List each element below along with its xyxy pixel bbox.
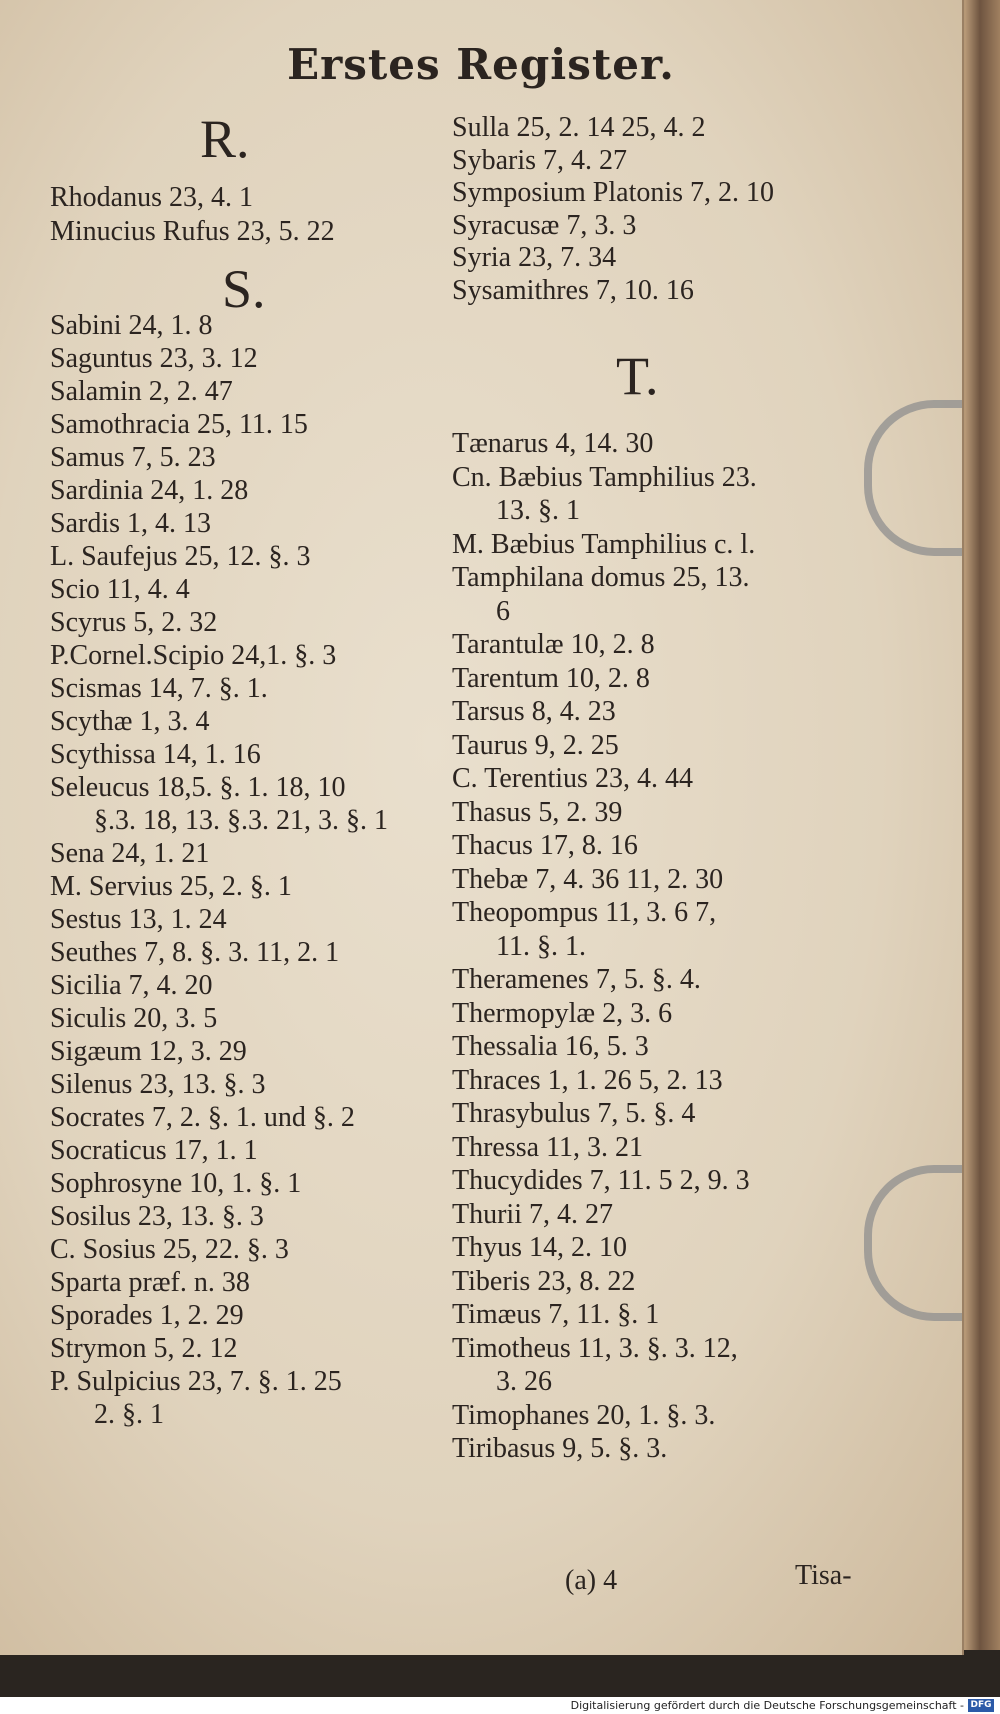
index-entry: Scythæ 1, 3. 4	[50, 706, 210, 737]
index-entry: Tænarus 4, 14. 30	[452, 428, 654, 459]
index-entry: Theramenes 7, 5. §. 4.	[452, 964, 701, 995]
section-letter-t: T.	[616, 346, 659, 406]
digitization-credit: Digitalisierung gefördert durch die Deutsche Forschungsgemeinschaft -	[570, 1699, 964, 1712]
index-entry: Thurii 7, 4. 27	[452, 1198, 613, 1230]
index-entry: Symposium Platonis 7, 2. 10	[452, 177, 775, 208]
index-entry: Thraces 1, 1. 26 5, 2. 13	[452, 1064, 723, 1096]
index-entry: Theopompus 11, 3. 6 7,	[452, 897, 717, 928]
page-header: Erstes Register.	[287, 40, 675, 89]
index-entry: Tiberis 23, 8. 22	[452, 1265, 636, 1297]
index-entry: Cn. Bæbius Tamphilius 23.	[452, 461, 757, 493]
index-entry: Thasus 5, 2. 39	[452, 796, 623, 828]
index-entry: Tarantulæ 10, 2. 8	[452, 629, 655, 660]
index-entry: P.Cornel.Scipio 24,1. §. 3	[50, 640, 337, 671]
page-clip	[864, 1165, 962, 1321]
index-entry: Thacus 17, 8. 16	[452, 830, 638, 861]
section-letter-s: S.	[222, 259, 266, 319]
index-entry: M. Bæbius Tamphilius c. l.	[452, 528, 756, 560]
index-entry: Thucydides 7, 11. 5 2, 9. 3	[452, 1165, 750, 1196]
index-entry: Sestus 13, 1. 24	[50, 904, 227, 935]
index-entry: Sybaris 7, 4. 27	[452, 144, 627, 176]
index-entry: Thermopylæ 2, 3. 6	[452, 997, 673, 1029]
index-entry: Salamin 2, 2. 47	[50, 376, 233, 407]
index-entry: Sosilus 23, 13. §. 3	[50, 1201, 264, 1232]
index-entry: Thrasybulus 7, 5. §. 4	[452, 1098, 696, 1129]
credit-bar	[0, 1697, 1000, 1714]
index-entry: Thebæ 7, 4. 36 11, 2. 30	[452, 863, 724, 895]
index-entry: Seuthes 7, 8. §. 3. 11, 2. 1	[50, 937, 340, 968]
index-entry-continuation: 6	[496, 595, 510, 627]
index-entry-continuation: 11. §. 1.	[496, 930, 586, 962]
index-entry: Samus 7, 5. 23	[50, 442, 216, 473]
index-entry: Timotheus 11, 3. §. 3. 12,	[452, 1332, 738, 1364]
index-entry: Sporades 1, 2. 29	[50, 1300, 244, 1331]
index-entry: C. Sosius 25, 22. §. 3	[50, 1234, 289, 1265]
signature-mark: (a) 4	[565, 1565, 618, 1596]
index-entry: Saguntus 23, 3. 12	[50, 343, 258, 374]
index-entry: Tiribasus 9, 5. §. 3.	[452, 1433, 668, 1464]
index-entry: Sysamithres 7, 10. 16	[452, 274, 694, 306]
index-entry: Sardinia 24, 1. 28	[50, 475, 249, 506]
index-entry: Sulla 25, 2. 14 25, 4. 2	[452, 112, 706, 143]
index-entry: Scismas 14, 7. §. 1.	[50, 673, 268, 704]
section-letter-r: R.	[200, 109, 250, 169]
index-entry: Tarsus 8, 4. 23	[452, 696, 616, 727]
index-entry: Sophrosyne 10, 1. §. 1	[50, 1168, 302, 1199]
index-entry: Seleucus 18,5. §. 1. 18, 10	[50, 772, 346, 803]
index-entry: Minucius Rufus 23, 5. 22	[50, 216, 335, 247]
index-entry: Taurus 9, 2. 25	[452, 729, 619, 761]
index-entry: C. Terentius 23, 4. 44	[452, 763, 693, 794]
index-entry: Siculis 20, 3. 5	[50, 1003, 218, 1034]
index-entry: Scio 11, 4. 4	[50, 574, 190, 605]
index-entry: Strymon 5, 2. 12	[50, 1333, 238, 1364]
catchword: Tisa-	[795, 1560, 852, 1591]
index-entry: L. Saufejus 25, 12. §. 3	[50, 541, 311, 572]
index-entry: Sparta præf. n. 38	[50, 1267, 250, 1298]
index-entry: Thressa 11, 3. 21	[452, 1131, 644, 1163]
index-entry-continuation: 2. §. 1	[94, 1399, 164, 1430]
index-entry: Sena 24, 1. 21	[50, 838, 210, 869]
index-entry: Thyus 14, 2. 10	[452, 1232, 627, 1263]
index-entry: Scythissa 14, 1. 16	[50, 739, 261, 770]
dfg-logo: DFG	[968, 1699, 994, 1712]
index-entry: Tarentum 10, 2. 8	[452, 662, 650, 694]
index-entry: Socrates 7, 2. §. 1. und §. 2	[50, 1102, 355, 1133]
index-entry: Samothracia 25, 11. 15	[50, 409, 308, 440]
index-entry: Timophanes 20, 1. §. 3.	[452, 1399, 716, 1431]
index-entry: Sicilia 7, 4. 20	[50, 970, 213, 1001]
index-entry: Sardis 1, 4. 13	[50, 508, 211, 539]
index-entry-continuation: 3. 26	[496, 1366, 552, 1397]
index-entry: Sabini 24, 1. 8	[50, 310, 213, 341]
index-entry: P. Sulpicius 23, 7. §. 1. 25	[50, 1366, 342, 1397]
index-entry: Syracusæ 7, 3. 3	[452, 209, 637, 241]
page-clip	[864, 400, 962, 556]
index-entry: Tamphilana domus 25, 13.	[452, 562, 750, 593]
index-entry: Scyrus 5, 2. 32	[50, 607, 218, 638]
index-entry: Sigæum 12, 3. 29	[50, 1036, 247, 1067]
index-entry: Socraticus 17, 1. 1	[50, 1135, 258, 1166]
index-entry: Timæus 7, 11. §. 1	[452, 1299, 660, 1330]
index-entry: Syria 23, 7. 34	[452, 242, 617, 273]
index-entry: Thessalia 16, 5. 3	[452, 1031, 649, 1062]
index-entry-continuation: 13. §. 1	[496, 495, 580, 526]
index-entry-continuation: §.3. 18, 13. §.3. 21, 3. §. 1	[94, 805, 388, 836]
index-entry: Silenus 23, 13. §. 3	[50, 1069, 266, 1100]
index-entry: Rhodanus 23, 4. 1	[50, 182, 253, 213]
index-entry: M. Servius 25, 2. §. 1	[50, 871, 292, 902]
